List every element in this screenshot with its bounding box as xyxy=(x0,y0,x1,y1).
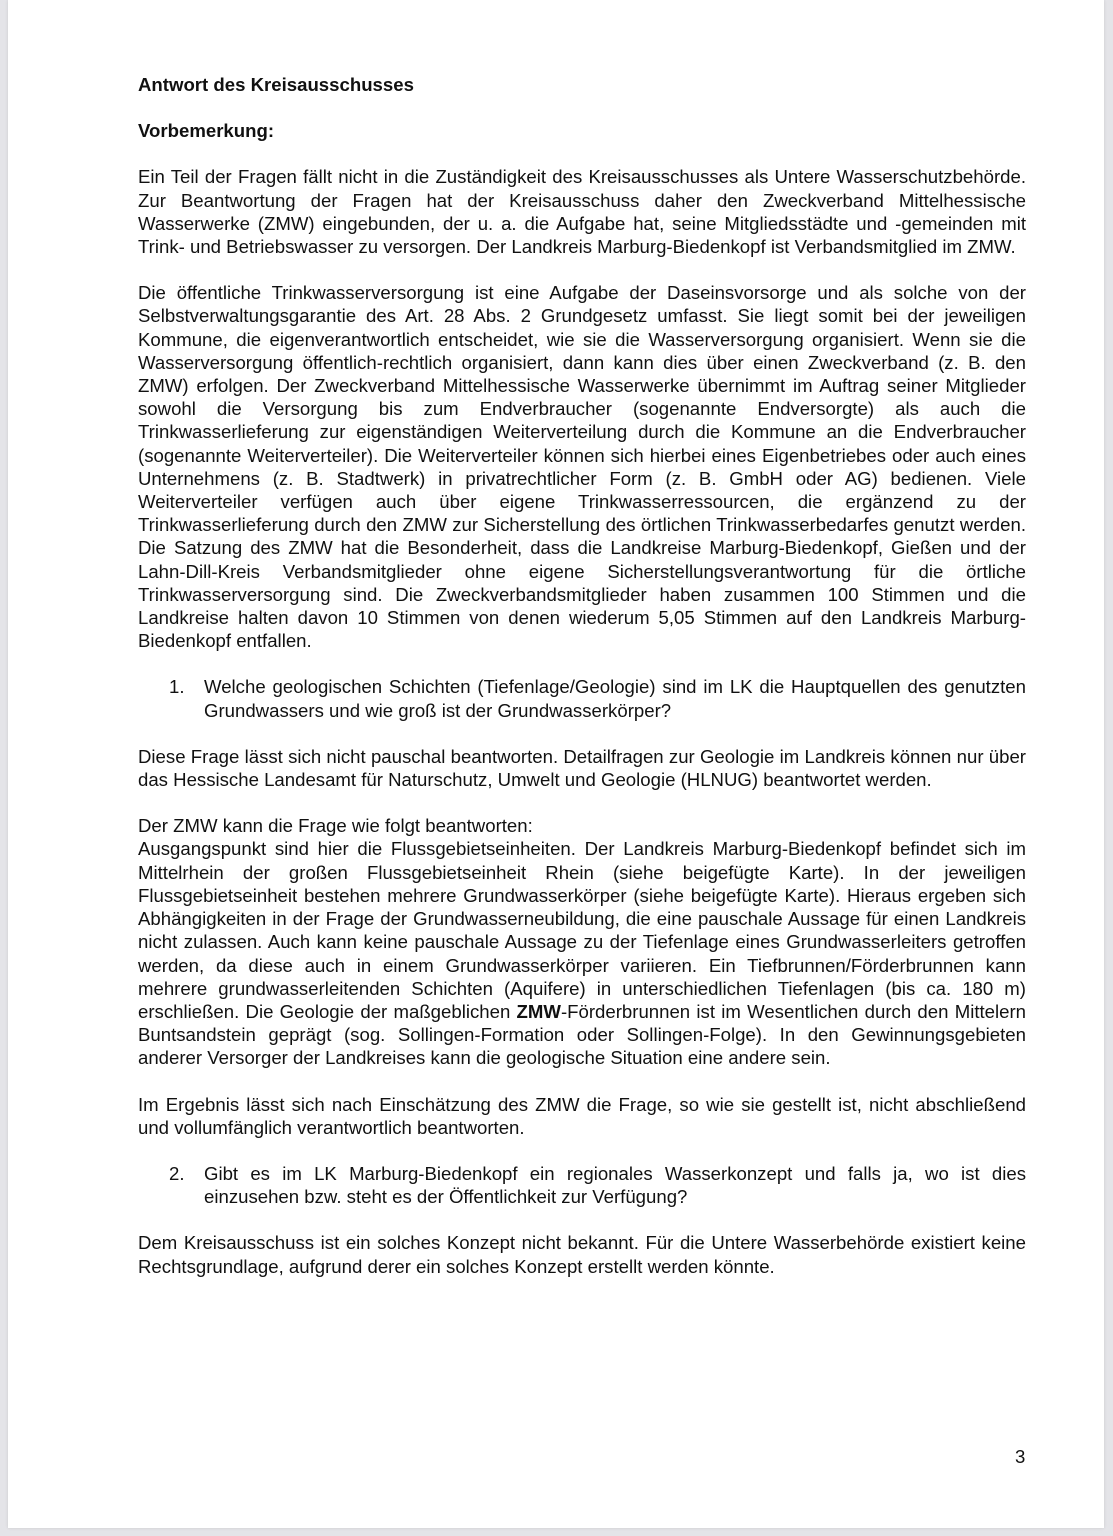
question-text: Gibt es im LK Marburg-Biedenkopf ein regionales Wasserkonzept und falls ja, wo ist dies einzusehen bzw. steht es der Öffentlichkeit zur Verfügung? xyxy=(204,1162,1026,1208)
question-1 xyxy=(138,675,1026,721)
document-title: Antwort des Kreisausschusses xyxy=(138,74,414,95)
section-heading: Vorbemerkung: xyxy=(138,120,275,142)
document-page xyxy=(8,0,1104,1528)
page-content xyxy=(138,73,1026,1278)
answer-1-paragraph-b xyxy=(138,837,1026,1069)
question-number: 1. xyxy=(169,676,185,698)
answer-1-text-post: -Förderbrunnen ist im Wesentlichen durch den Mittelern Buntsandstein geprägt (sog. Sollingen-Formation oder Sollingen-Folge). In den Gewinnungsgebieten anderer Versorger der Landkreises kann die geologische Situation eine andere sein. xyxy=(138,1000,1026,1069)
answer-1-paragraph-a: Diese Frage lässt sich nicht pauschal beantworten. Detailfragen zur Geologie im Landkreis können nur über das Hessische Landesamt für Naturschutz, Umwelt und Geologie (HLNUG) beantwortet werden. xyxy=(138,745,1026,791)
answer-1-paragraph-c: Im Ergebnis lässt sich nach Einschätzung des ZMW die Frage, so wie sie gestellt ist, nicht abschließend und vollumfänglich verantwortlich beantworten. xyxy=(138,1093,1026,1138)
paragraph-intro: Ein Teil der Fragen fällt nicht in die Zuständigkeit des Kreisausschusses als Untere Wasserschutzbehörde. Zur Beantwortung der Fragen hat der Kreisausschuss daher den Zweckverband Mittelhessische Wasserwerke (ZMW) eingebunden, der u. a. die Aufgabe hat, seine Mitgliedsstädte und -gemeinden mit Trink- und Betriebswasser zu versorgen. Der Landkreis Marburg-Biedenkopf ist Verbandsmitglied im ZMW. xyxy=(138,166,1026,258)
paragraph-trinkwasserversorgung: Die öffentliche Trinkwasserversorgung ist eine Aufgabe der Daseinsvorsorge und als solche von der Selbstverwaltungsgarantie des Art. 28 Abs. 2 Grundgesetz umfasst. Sie liegt somit bei der jeweiligen Kommune, die eigenverantwortlich entscheidet, wie sie die Wasserversorgung organisiert. Wenn sie die Wasserversorgung öffentlich-rechtlich organisiert, dann kann dies über einen Zweckverband (z. B. den ZMW) erfolgen. Der Zweckverband Mittelhessische Wasserwerke übernimmt im Auftrag seiner Mitglieder sowohl die Versorgung bis zum Endverbraucher (sogenannte Endversorgte) als auch die Trinkwasserlieferung zur eigenständigen Weiterverteilung durch die Kommune an die Endverbraucher (sogenannte Weiterverteiler). Die Weiterverteiler können sich hierbei eines Eigenbetriebes oder auch eines Unternehmens (z. B. Stadtwerk) in privatrechtlicher Form (z. B. GmbH oder AG) bedienen. Viele Weiterverteiler verfügen auch über eigene Trinkwasserressourcen, die ergänzend zu der Trinkwasserlieferung durch den ZMW zur Sicherstellung des örtlichen Trinkwasserbedarfes genutzt werden. Die Satzung des ZMW hat die Besonderheit, dass die Landkreise Marburg-Biedenkopf, Gießen und der Lahn-Dill-Kreis Verbandsmitglieder ohne eigene Sicherstellungsverantwortung für die örtliche Trinkwasserversorgung sind. Die Zweckverbandsmitglieder haben zusammen 100 Stimmen und die Landkreise halten davon 10 Stimmen von denen wiederum 5,05 Stimmen auf den Landkreis Marburg-Biedenkopf entfallen. xyxy=(138,282,1026,652)
answer-2-paragraph: Dem Kreisausschuss ist ein solches Konzept nicht bekannt. Für die Untere Wasserbehörde existiert keine Rechtsgrundlage, aufgrund derer ein solches Konzept erstellt werden könnte. xyxy=(138,1232,1026,1277)
question-number: 2. xyxy=(169,1162,185,1184)
answer-1-bold-zmw: ZMW xyxy=(516,1000,561,1022)
question-2 xyxy=(138,1162,1026,1208)
answer-1-text-pre: Ausgangspunkt sind hier die Flussgebietseinheiten. Der Landkreis Marburg-Biedenkopf befindet sich im Mittelrhein der großen Flussgebietseinheit Rhein (siehe beigefügte Karte). In der jeweiligen Flussgebietseinheit bestehen mehrere Grundwasserkörper (siehe beigefügte Karte). Hieraus ergeben sich Abhängigkeiten in der Frage der Grundwasserneubildung, die eine pauschale Aussage für einen Landkreis nicht zulassen. Auch kann keine pauschale Aussage zu der Tiefenlage eines Grundwasserleiters getroffen werden, da diese auch in einem Grundwasserkörper variieren. Ein Tiefbrunnen/Förderbrunnen kann mehrere grundwasserleitenden Schichten (Aquifere) in unterschiedlichen Tiefenlagen (bis ca. 180 m) erschließen. Die Geologie der maßgeblichen xyxy=(138,838,1026,1022)
question-text: Welche geologischen Schichten (Tiefenlage/Geologie) sind im LK die Hauptquellen des genutzten Grundwassers und wie groß ist der Grundwasserkörper? xyxy=(204,676,1026,721)
answer-1-intro: Der ZMW kann die Frage wie folgt beantworten: xyxy=(138,815,533,837)
page-number: 3 xyxy=(1015,1446,1026,1467)
